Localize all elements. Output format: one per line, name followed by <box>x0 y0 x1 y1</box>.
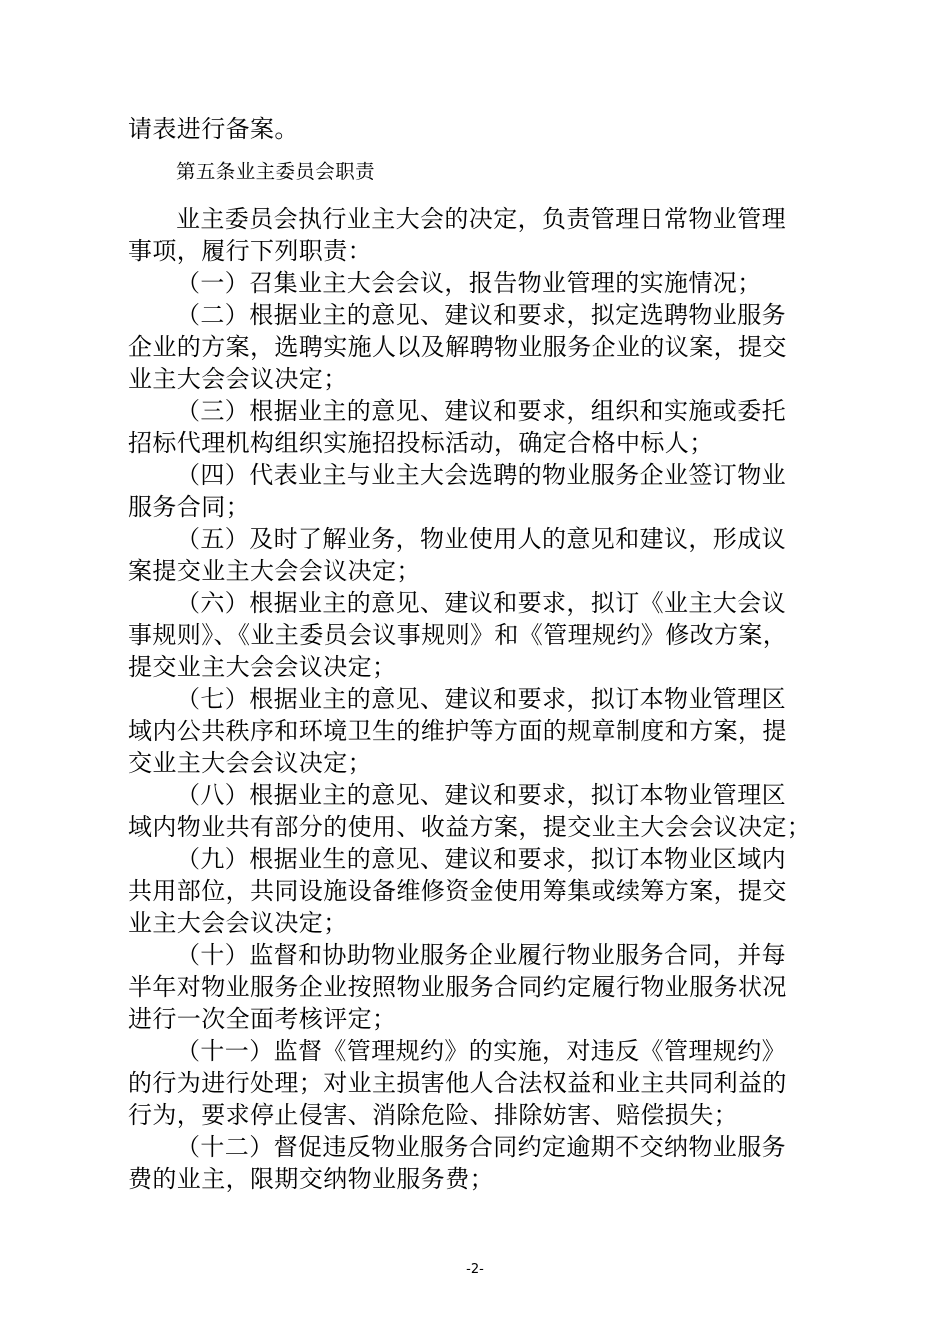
section-heading: 第五条业主委员会职责 <box>176 160 376 183</box>
text-line: （六）根据业主的意见、建议和要求，拟订《业主大会议 <box>176 589 786 617</box>
text-line: 域内物业共有部分的使用、收益方案，提交业主大会会议决定； <box>128 813 812 841</box>
text-line: 请表进行备案。 <box>128 115 299 143</box>
text-line: 进行一次全面考核评定； <box>128 1005 397 1033</box>
text-line: （十二）督促违反物业服务合同约定逾期不交纳物业服务 <box>176 1133 786 1161</box>
text-line: （三）根据业主的意见、建议和要求，组织和实施或委托 <box>176 397 786 425</box>
text-line: 业主大会会议决定； <box>128 909 348 937</box>
text-line: 提交业主大会会议决定； <box>128 653 397 681</box>
text-line: 事规则》、《业主委员会议事规则》和《管理规约》修改方案， <box>128 621 788 649</box>
text-line: 费的业主，限期交纳物业服务费； <box>128 1165 494 1193</box>
text-line: （七）根据业主的意见、建议和要求，拟订本物业管理区 <box>176 685 786 713</box>
text-line: 行为，要求停止侵害、消除危险、排除妨害、赔偿损失； <box>128 1101 738 1129</box>
page-number: -2- <box>466 1262 484 1277</box>
text-line: （一）召集业主大会会议，报告物业管理的实施情况； <box>176 269 762 297</box>
text-line: 业主委员会执行业主大会的决定，负责管理日常物业管理 <box>176 205 786 233</box>
text-line: （十一）监督《管理规约》的实施，对违反《管理规约》 <box>176 1037 786 1065</box>
text-line: 案提交业主大会会议决定； <box>128 557 421 585</box>
text-line: 域内公共秩序和环境卫生的维护等方面的规章制度和方案，提 <box>128 717 787 745</box>
text-line: 业主大会会议决定； <box>128 365 348 393</box>
text-line: （五）及时了解业务，物业使用人的意见和建议，形成议 <box>176 525 786 553</box>
text-line: （四）代表业主与业主大会选聘的物业服务企业签订物业 <box>176 461 786 489</box>
text-line: （八）根据业主的意见、建议和要求，拟订本物业管理区 <box>176 781 786 809</box>
text-line: 服务合同； <box>128 493 250 521</box>
text-line: （二）根据业主的意见、建议和要求，拟定选聘物业服务 <box>176 301 786 329</box>
text-line: 招标代理机构组织实施招投标活动，确定合格中标人； <box>128 429 714 457</box>
text-line: 企业的方案，选聘实施人以及解聘物业服务企业的议案，提交 <box>128 333 787 361</box>
text-line: （十）监督和协助物业服务企业履行物业服务合同，并每 <box>176 941 786 969</box>
text-line: 半年对物业服务企业按照物业服务合同约定履行物业服务状况 <box>128 973 787 1001</box>
text-line: 交业主大会会议决定； <box>128 749 372 777</box>
text-line: 共用部位，共同设施设备维修资金使用筹集或续筹方案，提交 <box>128 877 787 905</box>
text-line: 的行为进行处理；对业主损害他人合法权益和业主共同利益的 <box>128 1069 787 1097</box>
text-line: 事项，履行下列职责： <box>128 237 372 265</box>
text-line: （九）根据业生的意见、建议和要求，拟订本物业区域内 <box>176 845 786 873</box>
